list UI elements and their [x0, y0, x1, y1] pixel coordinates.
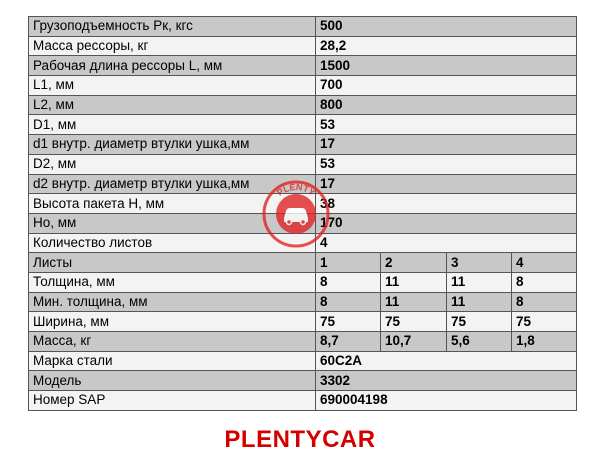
leaf-value: 75 — [447, 312, 512, 332]
leaf-value: 8 — [316, 292, 381, 312]
spec-value: 4 — [316, 233, 577, 253]
leaf-label: Толщина, мм — [29, 272, 316, 292]
watermark-text-top: PLENTY — [275, 181, 317, 198]
spec-label: d1 внутр. диаметр втулки ушка,мм — [29, 135, 316, 155]
spec-value: 17 — [316, 135, 577, 155]
spec-label: Количество листов — [29, 233, 316, 253]
leaf-value: 8 — [512, 292, 577, 312]
spec-value: 53 — [316, 154, 577, 174]
spec-label: D1, мм — [29, 115, 316, 135]
leaf-value: 10,7 — [381, 332, 447, 352]
spec-label: Марка стали — [29, 351, 316, 371]
leaf-value: 3 — [447, 253, 512, 273]
spec-label: Масса рессоры, кг — [29, 36, 316, 56]
spec-value: 28,2 — [316, 36, 577, 56]
leaf-value: 75 — [316, 312, 381, 332]
spec-value: 690004198 — [316, 391, 577, 411]
spec-row — [29, 292, 577, 312]
spec-value: 38 — [316, 194, 577, 214]
spec-row — [29, 332, 577, 352]
plentycar-watermark-logo — [262, 180, 330, 248]
leaf-value: 8 — [512, 272, 577, 292]
spec-row — [29, 154, 577, 174]
spec-row — [29, 312, 577, 332]
spec-label: Модель — [29, 371, 316, 391]
spec-label: Высота пакета H, мм — [29, 194, 316, 214]
leaf-value: 11 — [447, 272, 512, 292]
spec-value: 60С2А — [316, 351, 577, 371]
leaf-value: 1,8 — [512, 332, 577, 352]
spec-value: 800 — [316, 95, 577, 115]
spec-row — [29, 115, 577, 135]
leaf-value: 11 — [381, 272, 447, 292]
spec-row — [29, 135, 577, 155]
leaf-value: 75 — [381, 312, 447, 332]
spec-label: Грузоподъемность Pк, кгс — [29, 17, 316, 37]
spec-value: 1500 — [316, 56, 577, 76]
spec-label: L2, мм — [29, 95, 316, 115]
spec-label: Ho, мм — [29, 213, 316, 233]
spec-row — [29, 76, 577, 96]
spec-value: 700 — [316, 76, 577, 96]
spec-row — [29, 272, 577, 292]
spec-row — [29, 371, 577, 391]
leaf-label: Мин. толщина, мм — [29, 292, 316, 312]
spec-value: 17 — [316, 174, 577, 194]
watermark-text-bottom: CAR — [285, 222, 307, 235]
spec-value: 3302 — [316, 371, 577, 391]
leaf-value: 8,7 — [316, 332, 381, 352]
spec-row — [29, 56, 577, 76]
spec-label: d2 внутр. диаметр втулки ушка,мм — [29, 174, 316, 194]
leaf-label: Ширина, мм — [29, 312, 316, 332]
leaf-value: 5,6 — [447, 332, 512, 352]
spec-row — [29, 253, 577, 273]
leaf-value: 4 — [512, 253, 577, 273]
leaf-value: 8 — [316, 272, 381, 292]
spec-label: Рабочая длина рессоры L, мм — [29, 56, 316, 76]
leaf-value: 11 — [447, 292, 512, 312]
leaf-value: 11 — [381, 292, 447, 312]
spec-row — [29, 351, 577, 371]
spec-value: 500 — [316, 17, 577, 37]
leaf-value: 1 — [316, 253, 381, 273]
spec-label: D2, мм — [29, 154, 316, 174]
leaf-label: Масса, кг — [29, 332, 316, 352]
leaf-value: 75 — [512, 312, 577, 332]
spec-label: Номер SAP — [29, 391, 316, 411]
spec-value: 53 — [316, 115, 577, 135]
spec-row — [29, 36, 577, 56]
svg-text:CAR — [286, 223, 307, 235]
leaf-value: 2 — [381, 253, 447, 273]
spec-label: L1, мм — [29, 76, 316, 96]
spec-row — [29, 391, 577, 411]
spec-row — [29, 95, 577, 115]
spec-row — [29, 17, 577, 37]
spec-value: 170 — [316, 213, 577, 233]
footer-brand: PLENTYCAR — [224, 426, 376, 453]
leaf-label: Листы — [29, 253, 316, 273]
